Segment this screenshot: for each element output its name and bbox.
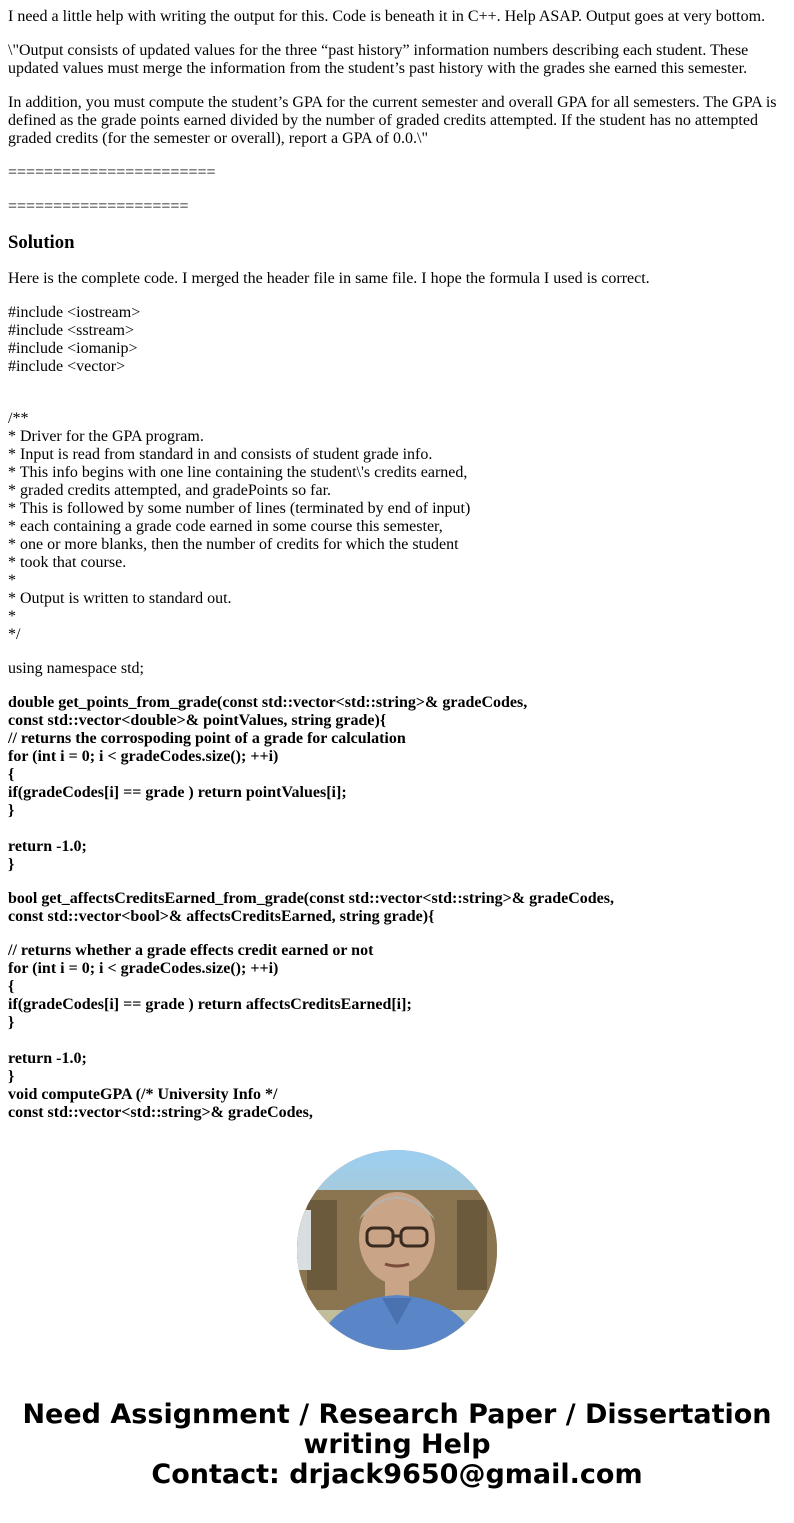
author-avatar: [297, 1150, 497, 1350]
code-doc-comment: /** * Driver for the GPA program. * Input is read from standard in and consists of student grade info. * This info begins with one line containing the student\'s credits earned, * graded credits attempted, and gradePoints so far. * This is followed by some number of lines (terminated by end of input) * each containing a grade code earned in some course this semester, * one or more blanks, then the number of credits for which the student * took that course. * * Output is written to standard out. * */: [8, 410, 471, 643]
advertisement-contact: Contact: drjack9650@gmail.com: [151, 1459, 643, 1490]
advertisement-line-1: Need Assignment / Research Paper / Dissertation: [22, 1399, 772, 1430]
separator-1: =======================: [8, 164, 216, 181]
advertisement-text: [0, 1400, 794, 1490]
code-includes: #include <iostream> #include <sstream> #include <iomanip> #include <vector>: [8, 304, 141, 375]
code-function-affects-body: // returns whether a grade effects credit earned or not for (int i = 0; i < gradeCodes.size(); ++i) { if(gradeCodes[i] == grade ) return affectsCreditsEarned[i]; } return -1.0; } void computeGPA (/* University Info */ const std::vector<std::string>& gradeCodes,: [8, 942, 412, 1121]
article-content: [8, 8, 786, 1122]
advertisement-line-2: writing Help: [303, 1429, 491, 1460]
question-intro: I need a little help with writing the output for this. Code is beneath it in C++. Help ASAP. Output goes at very bottom.: [8, 8, 766, 25]
code-using-namespace: using namespace std;: [8, 660, 144, 677]
code-function-affects-signature: bool get_affectsCreditsEarned_from_grade(const std::vector<std::string>& gradeCodes, const std::vector<bool>& affectsCreditsEarned, string grade){: [8, 890, 614, 925]
question-quote-2: In addition, you must compute the student’s GPA for the current semester and overall GPA for all semesters. The GPA is defined as the grade points earned divided by the number of graded credits attempted. If the student has no attempted graded credits (for the semester or overall), report a GPA of 0.0.\": [8, 94, 781, 147]
solution-heading: Solution: [8, 232, 75, 253]
question-quote-1: \"Output consists of updated values for the three “past history” information numbers describing each student. These updated values must merge the information from the student’s past history with the grades she earned this semester.: [8, 42, 753, 77]
solution-intro: Here is the complete code. I merged the header file in same file. I hope the formula I used is correct.: [8, 270, 650, 287]
code-function-get-points: double get_points_from_grade(const std::vector<std::string>& gradeCodes, const std::vector<double>& pointValues, string grade){ // returns the corrospoding point of a grade for calculation for (int i = 0; i < gradeCodes.size(); ++i) { if(gradeCodes[i] == grade ) return pointValues[i]; } return -1.0; }: [8, 694, 528, 873]
separator-2: ====================: [8, 198, 189, 215]
help-advertisement: [0, 1150, 794, 1490]
author-portrait-icon: [297, 1150, 497, 1350]
